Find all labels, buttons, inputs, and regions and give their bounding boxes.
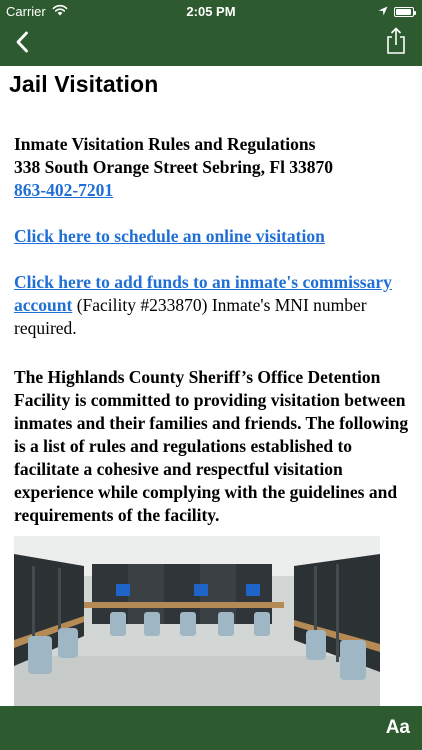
back-button[interactable] <box>6 28 38 60</box>
spacer <box>14 248 410 271</box>
header-bar <box>0 0 422 66</box>
carrier-label: Carrier <box>6 4 46 19</box>
commissary-paragraph <box>14 271 410 340</box>
page-title: Jail Visitation <box>9 71 159 97</box>
battery-level <box>396 9 411 15</box>
nav-bar <box>0 22 422 66</box>
spacer <box>14 340 410 366</box>
schedule-visitation-link[interactable]: Click here to schedule an online visitation <box>14 226 325 246</box>
heading-line-1: Inmate Visitation Rules and Regulations <box>14 134 316 154</box>
add-funds-link[interactable]: Click here to add funds to an inmate's commissary account <box>14 272 392 315</box>
content-area[interactable] <box>0 66 422 706</box>
address-line: 338 South Orange Street Sebring, Fl 33870 <box>14 157 334 177</box>
intro-paragraph: The Highlands County Sheriff’s Office Detention Facility is committed to providing visitation between inmates and their families and friends. The following is a list of rules and regulations established to facilitate a cohesive and respectful visitation experience while complying with the guidelines and requirements of the facility. <box>14 367 409 525</box>
spacer <box>14 202 410 225</box>
share-button[interactable] <box>380 26 412 60</box>
phone-link[interactable]: 863-402-7201 <box>14 180 114 200</box>
location-arrow-icon <box>378 4 388 19</box>
visitation-room-photo <box>14 536 380 706</box>
battery-icon <box>394 7 414 17</box>
share-icon <box>385 27 407 60</box>
chevron-left-icon <box>15 31 29 58</box>
article-body <box>14 133 410 527</box>
status-time: 2:05 PM <box>186 4 236 19</box>
visitation-room-illustration <box>14 536 380 706</box>
text-size-button[interactable]: Aa <box>385 717 410 738</box>
bottom-toolbar <box>0 706 422 750</box>
status-right <box>378 4 414 19</box>
status-bar <box>0 0 422 22</box>
facility-note: (Facility #233870) Inmate's MNI number required. <box>14 295 367 338</box>
